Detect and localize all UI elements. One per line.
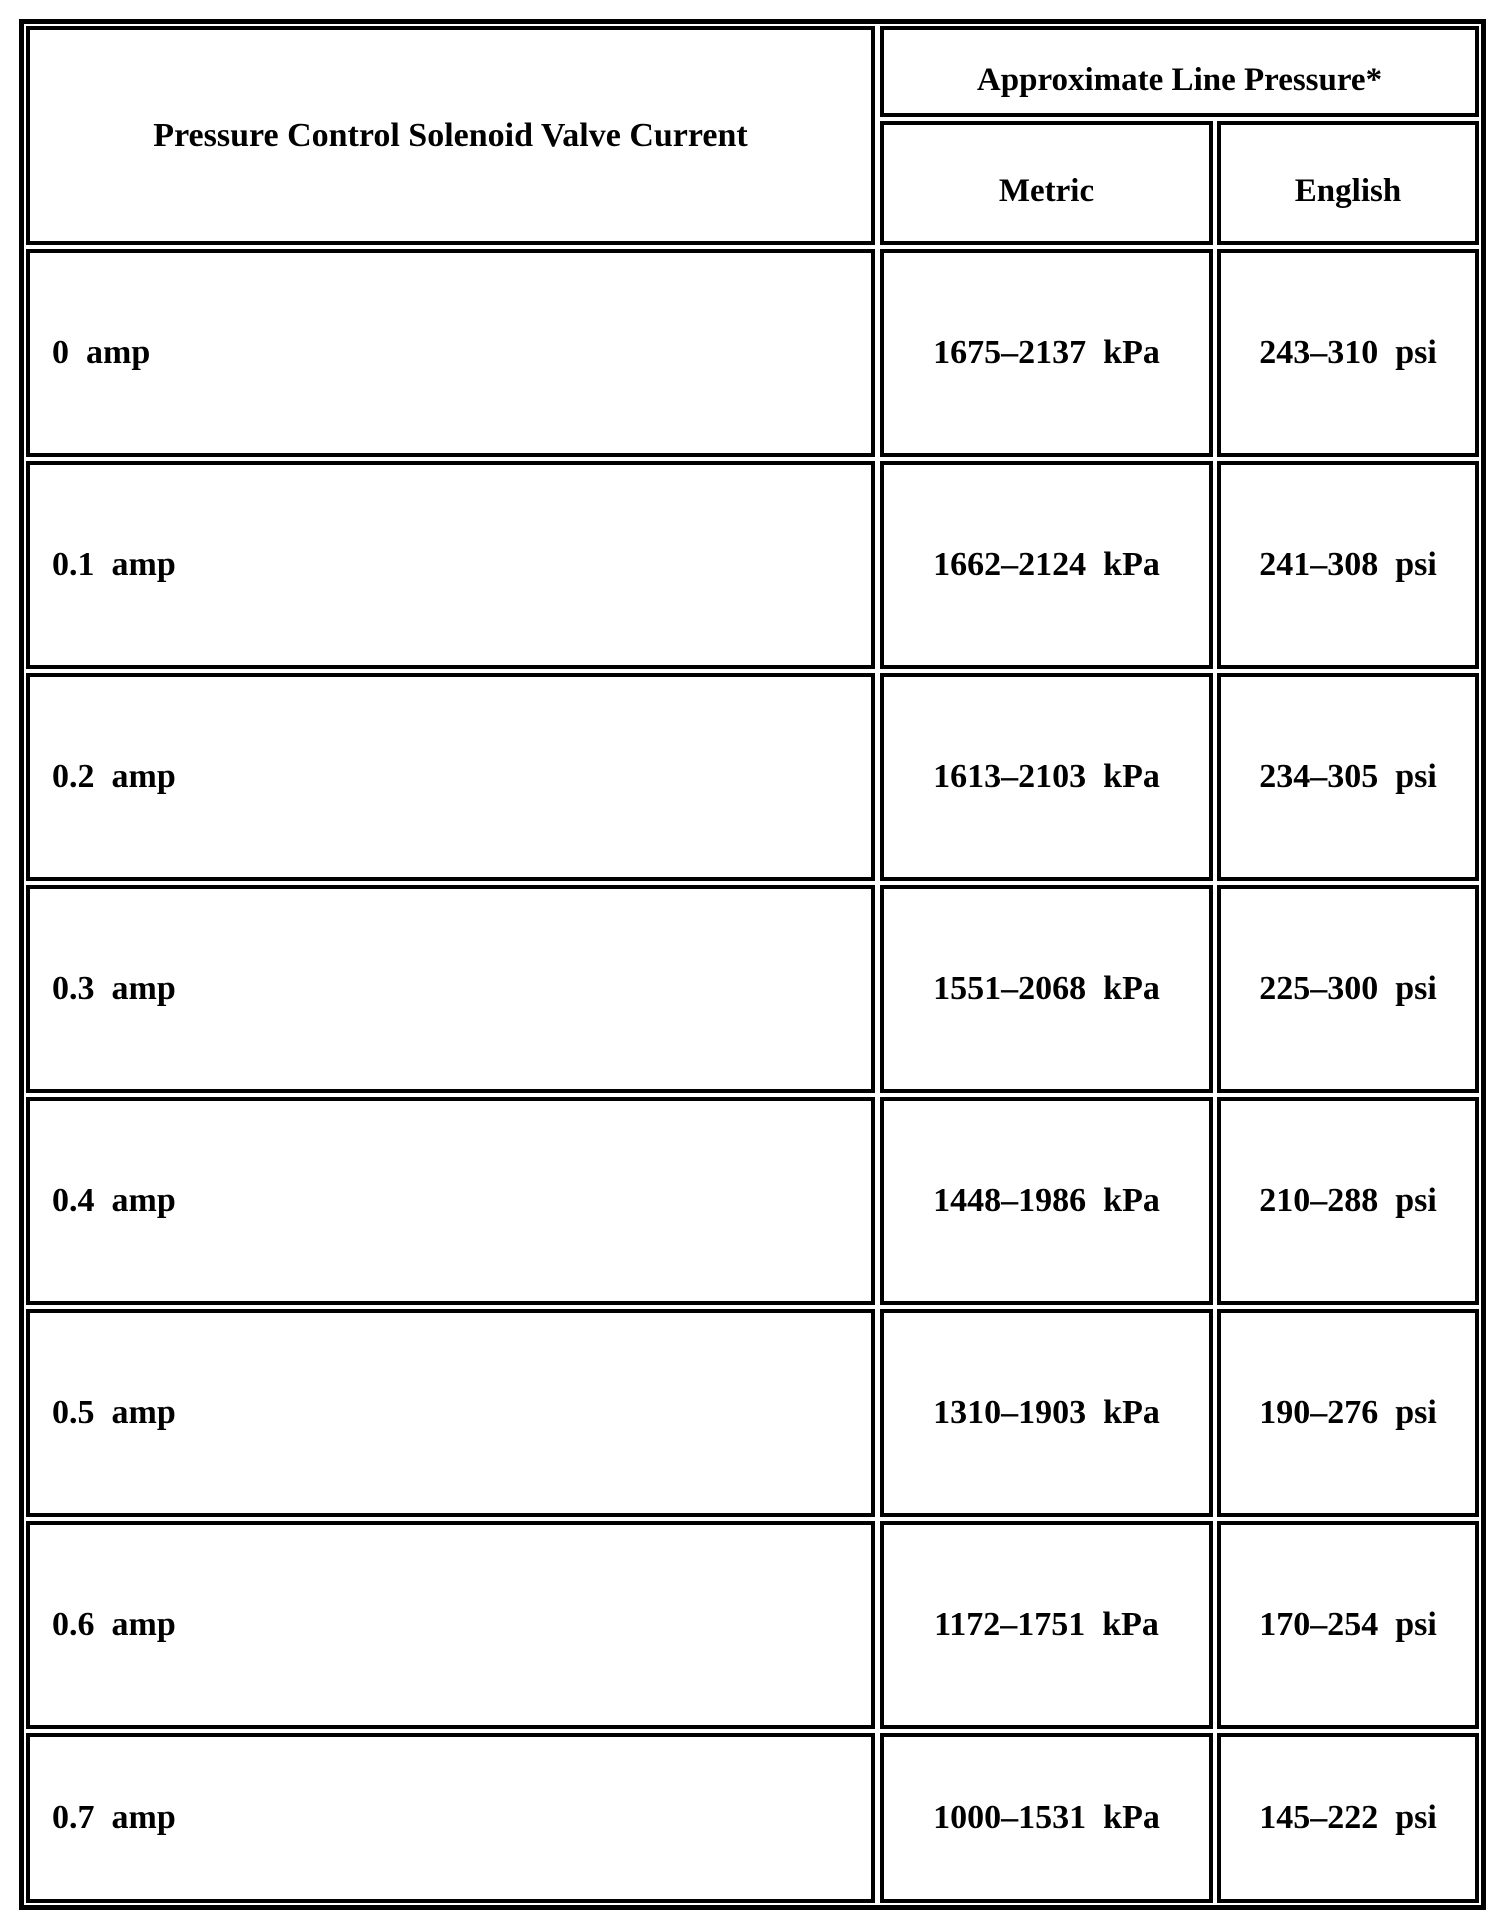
english-value: 210–288 psi bbox=[1259, 1182, 1437, 1219]
current-value: 0.7 amp bbox=[52, 1799, 176, 1836]
english-cell bbox=[1217, 1733, 1479, 1903]
current-value: 0.2 amp bbox=[52, 758, 176, 795]
current-cell bbox=[26, 1309, 875, 1517]
current-value: 0.6 amp bbox=[52, 1606, 176, 1643]
header-english-label: English bbox=[1294, 172, 1402, 209]
metric-value: 1551–2068 kPa bbox=[933, 970, 1160, 1007]
current-value: 0.4 amp bbox=[52, 1182, 176, 1219]
metric-value: 1675–2137 kPa bbox=[933, 334, 1160, 371]
metric-value: 1448–1986 kPa bbox=[933, 1182, 1160, 1219]
metric-value: 1310–1903 kPa bbox=[933, 1394, 1160, 1431]
current-cell bbox=[26, 885, 875, 1093]
english-cell bbox=[1217, 1097, 1479, 1305]
current-value: 0.5 amp bbox=[52, 1394, 176, 1431]
english-cell bbox=[1217, 1521, 1479, 1729]
metric-cell bbox=[880, 1521, 1213, 1729]
metric-cell bbox=[880, 1097, 1213, 1305]
header-metric-label: Metric bbox=[998, 172, 1095, 209]
english-value: 225–300 psi bbox=[1259, 970, 1437, 1007]
current-value: 0.3 amp bbox=[52, 970, 176, 1007]
metric-cell bbox=[880, 1733, 1213, 1903]
english-cell bbox=[1217, 673, 1479, 881]
metric-value: 1662–2124 kPa bbox=[933, 546, 1160, 583]
english-cell bbox=[1217, 885, 1479, 1093]
metric-cell bbox=[880, 885, 1213, 1093]
current-cell bbox=[26, 1733, 875, 1903]
english-value: 243–310 psi bbox=[1259, 334, 1437, 371]
metric-cell bbox=[880, 461, 1213, 669]
header-current bbox=[26, 26, 875, 245]
metric-cell bbox=[880, 1309, 1213, 1517]
english-value: 190–276 psi bbox=[1259, 1394, 1437, 1431]
current-cell bbox=[26, 461, 875, 669]
header-current-label: Pressure Control Solenoid Valve Current bbox=[153, 116, 748, 154]
header-metric bbox=[880, 121, 1213, 245]
header-line-pressure-group bbox=[880, 26, 1479, 117]
english-value: 170–254 psi bbox=[1259, 1606, 1437, 1643]
current-cell bbox=[26, 673, 875, 881]
metric-cell bbox=[880, 249, 1213, 457]
english-cell bbox=[1217, 249, 1479, 457]
header-english bbox=[1217, 121, 1479, 245]
header-group-label: Approximate Line Pressure* bbox=[976, 62, 1383, 98]
metric-cell bbox=[880, 673, 1213, 881]
metric-value: 1000–1531 kPa bbox=[933, 1799, 1160, 1836]
english-value: 234–305 psi bbox=[1259, 758, 1437, 795]
current-cell bbox=[26, 1521, 875, 1729]
english-cell bbox=[1217, 1309, 1479, 1517]
english-cell bbox=[1217, 461, 1479, 669]
metric-value: 1172–1751 kPa bbox=[934, 1606, 1159, 1643]
english-value: 241–308 psi bbox=[1259, 546, 1437, 583]
current-cell bbox=[26, 249, 875, 457]
current-value: 0.1 amp bbox=[52, 546, 176, 583]
metric-value: 1613–2103 kPa bbox=[933, 758, 1160, 795]
current-cell bbox=[26, 1097, 875, 1305]
english-value: 145–222 psi bbox=[1259, 1799, 1437, 1836]
current-value: 0 amp bbox=[52, 334, 151, 371]
